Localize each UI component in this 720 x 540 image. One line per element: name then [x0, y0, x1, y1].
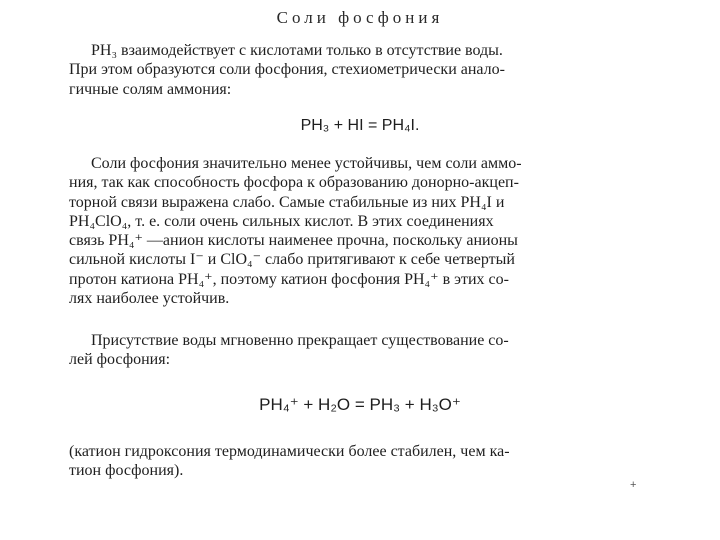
- equation-phosphine-hi: PH₃ + HI = PH₄I.: [300, 117, 420, 134]
- text-line: ния, так как способность фосфора к образованию донорно-акцеп-: [69, 174, 519, 192]
- text-line: тион фосфония).: [69, 462, 184, 480]
- text-line: торной связи выражена слабо. Самые стабильные из них PH₄I и: [69, 193, 505, 211]
- text-line: лях наиболее устойчив.: [69, 290, 230, 308]
- equation-hydrolysis: PH₄⁺ + H₂O = PH₃ + H₃O⁺: [259, 395, 461, 414]
- text-line: Соли фосфония значительно менее устойчивы, чем соли аммо-: [91, 155, 522, 172]
- text-line: протон катиона PH₄⁺, поэтому катион фосфония PH₄⁺ в этих со-: [69, 270, 509, 288]
- text-line: PH₃ взаимодействует с кислотами только в отсутствие воды.: [91, 42, 503, 59]
- paragraph-intro: [69, 41, 505, 99]
- paragraph-note: [69, 442, 510, 481]
- text-line: PH₄ClO₄, т. е. соли очень сильных кислот. В этих соединениях: [69, 212, 494, 230]
- text-line: (катион гидроксония термодинамически более стабилен, чем ка-: [69, 443, 510, 460]
- text-line: сильной кислоты I⁻ и ClO₄⁻ слабо притягивают к себе четвертый: [69, 251, 515, 269]
- text-line: Присутствие воды мгновенно прекращает существование со-: [91, 332, 509, 349]
- paragraph-stability: [69, 154, 522, 308]
- page-mark: +: [630, 479, 637, 491]
- text-line: При этом образуются соли фосфония, стехиометрически анало-: [69, 61, 505, 79]
- page-title: Соли фосфония: [276, 8, 444, 27]
- text-line: гичные солям аммония:: [69, 80, 232, 98]
- text-line: связь PH₄⁺ —анион кислоты наименее прочна, поскольку анионы: [69, 232, 518, 250]
- text-line: лей фосфония:: [69, 351, 171, 369]
- paragraph-water: [69, 331, 509, 370]
